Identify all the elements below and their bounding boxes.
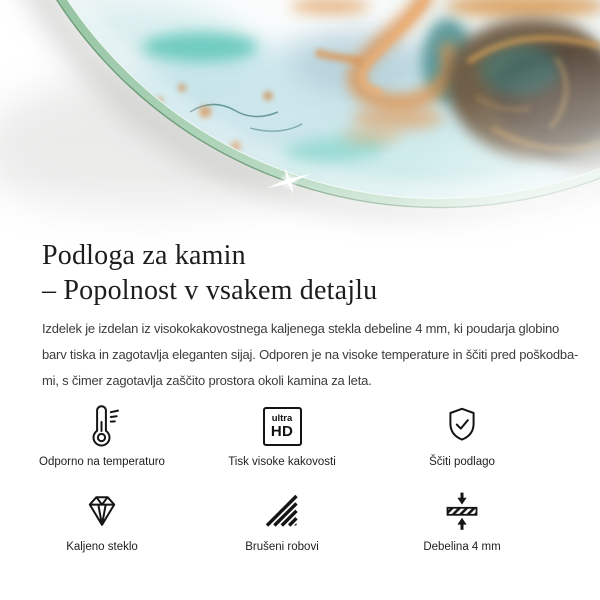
ultra-hd-icon-text-bottom: HD	[270, 422, 294, 440]
features-grid	[12, 402, 552, 554]
page-title	[42, 238, 600, 308]
feature-label: Debelina 4 mm	[423, 541, 501, 553]
product-description	[42, 316, 600, 394]
description-line: mi, s čimer zagotavlja zaščito prostora okoli kamina za leta.	[42, 373, 372, 388]
feature-print-quality	[192, 402, 372, 469]
page-title-line2: – Popolnost v vsakem detajlu	[42, 275, 378, 306]
product-image[interactable]	[0, 0, 600, 250]
ultra-hd-icon	[263, 407, 302, 446]
thermometer-icon	[80, 404, 124, 448]
page-title-line1: Podloga za kamin	[42, 240, 246, 271]
shield-check-icon	[440, 404, 484, 448]
product-info	[0, 238, 600, 554]
feature-tempered-glass	[12, 487, 192, 554]
feature-protection	[372, 402, 552, 469]
feature-temperature	[12, 402, 192, 469]
feature-label: Ščiti podlago	[429, 456, 495, 468]
diamond-icon	[80, 489, 124, 533]
feature-label: Odporno na temperaturo	[39, 456, 165, 468]
description-line: barv tiska in zagotavlja eleganten sijaj. Odporen je na visoke temperature in ščiti pred poškodba-	[42, 347, 579, 362]
thickness-icon	[440, 489, 484, 533]
ultra-hd-icon-text-top: ultra	[271, 412, 293, 424]
glass-panel-illustration	[0, 0, 600, 250]
description-line: Izdelek je izdelan iz visokokakovostnega kaljenega stekla debeline 4 mm, ki poudarja globino	[42, 321, 560, 336]
feature-label: Tisk visoke kakovosti	[228, 456, 336, 468]
feature-label: Brušeni robovi	[245, 541, 319, 553]
feature-thickness	[372, 487, 552, 554]
feature-polished-edges	[192, 487, 372, 554]
feature-label: Kaljeno steklo	[66, 541, 138, 553]
beveled-edges-icon	[260, 489, 304, 533]
